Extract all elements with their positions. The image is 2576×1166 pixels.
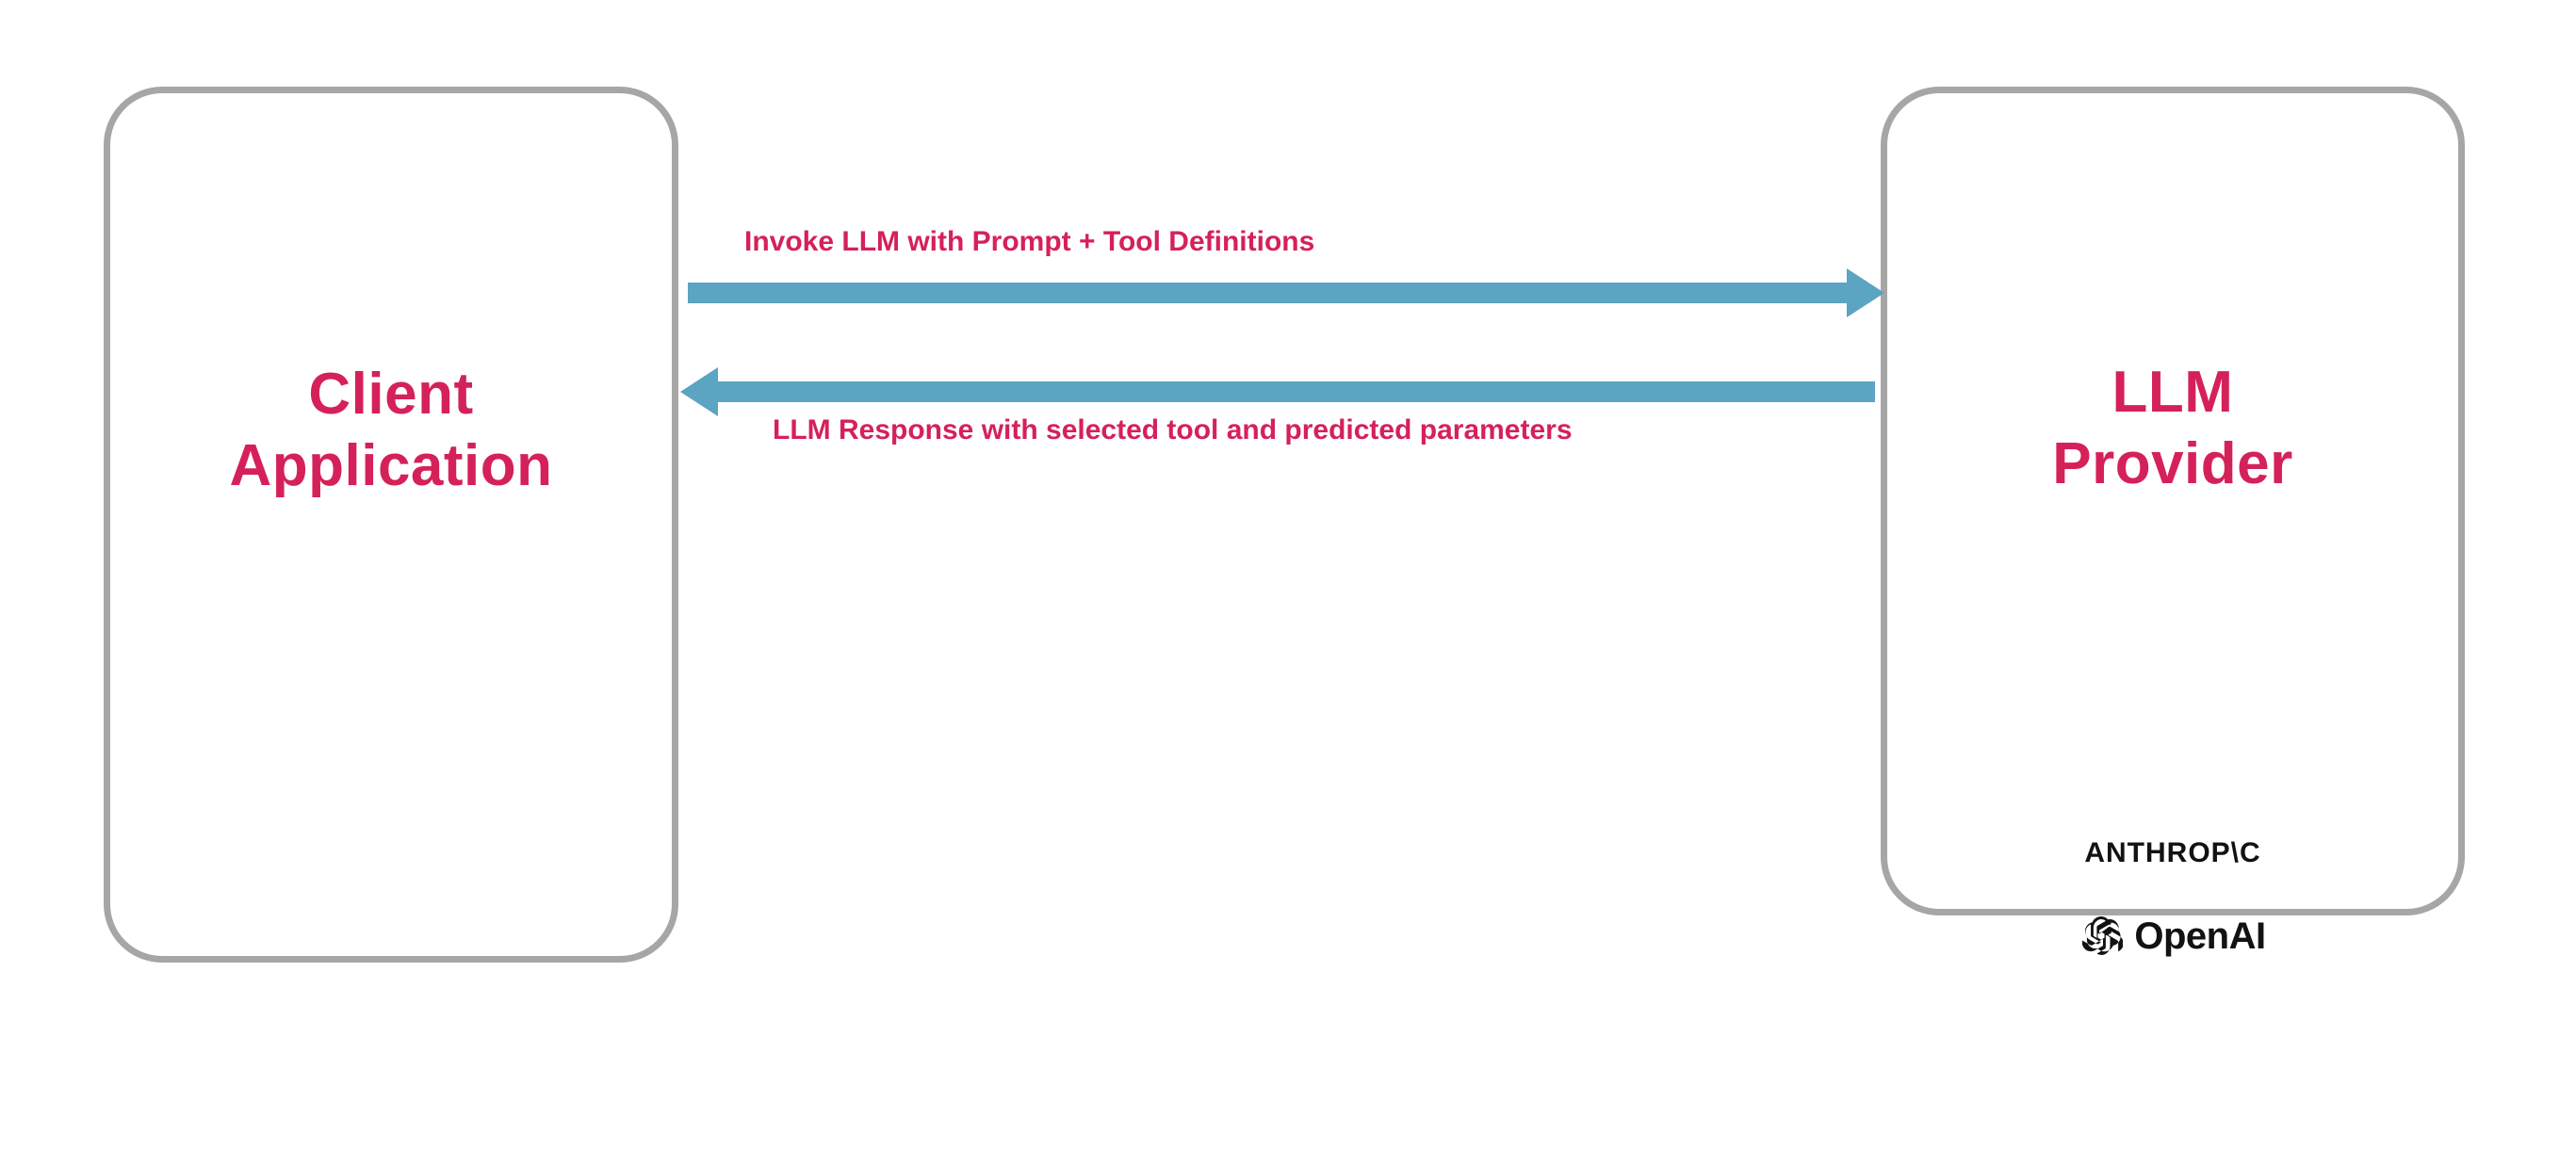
client-application-title-line2: Application: [229, 432, 553, 498]
llm-provider-title-line1: LLM: [2111, 360, 2234, 425]
request-arrow-line: [688, 283, 1849, 303]
openai-logo: [1887, 913, 2458, 961]
client-application-title-line1: Client: [308, 362, 474, 427]
llm-provider-title-line2: Provider: [2052, 430, 2293, 496]
llm-provider-node: [1881, 87, 2465, 957]
response-arrow-line: [716, 381, 1875, 402]
client-application-node: [104, 87, 678, 963]
openai-mark-icon: [2079, 913, 2123, 961]
llm-provider-title: [1887, 357, 2458, 499]
client-application-title: [110, 359, 672, 501]
anthropic-logo: ANTHROP\C: [2084, 837, 2261, 868]
response-arrow-label: LLM Response with selected tool and predicted parameters: [773, 414, 1573, 445]
request-arrow-head-icon: [1847, 268, 1884, 317]
openai-wordmark: OpenAI: [2134, 915, 2266, 957]
response-arrow-head-icon: [680, 367, 718, 416]
request-arrow-label: Invoke LLM with Prompt + Tool Definitions: [744, 226, 1315, 257]
